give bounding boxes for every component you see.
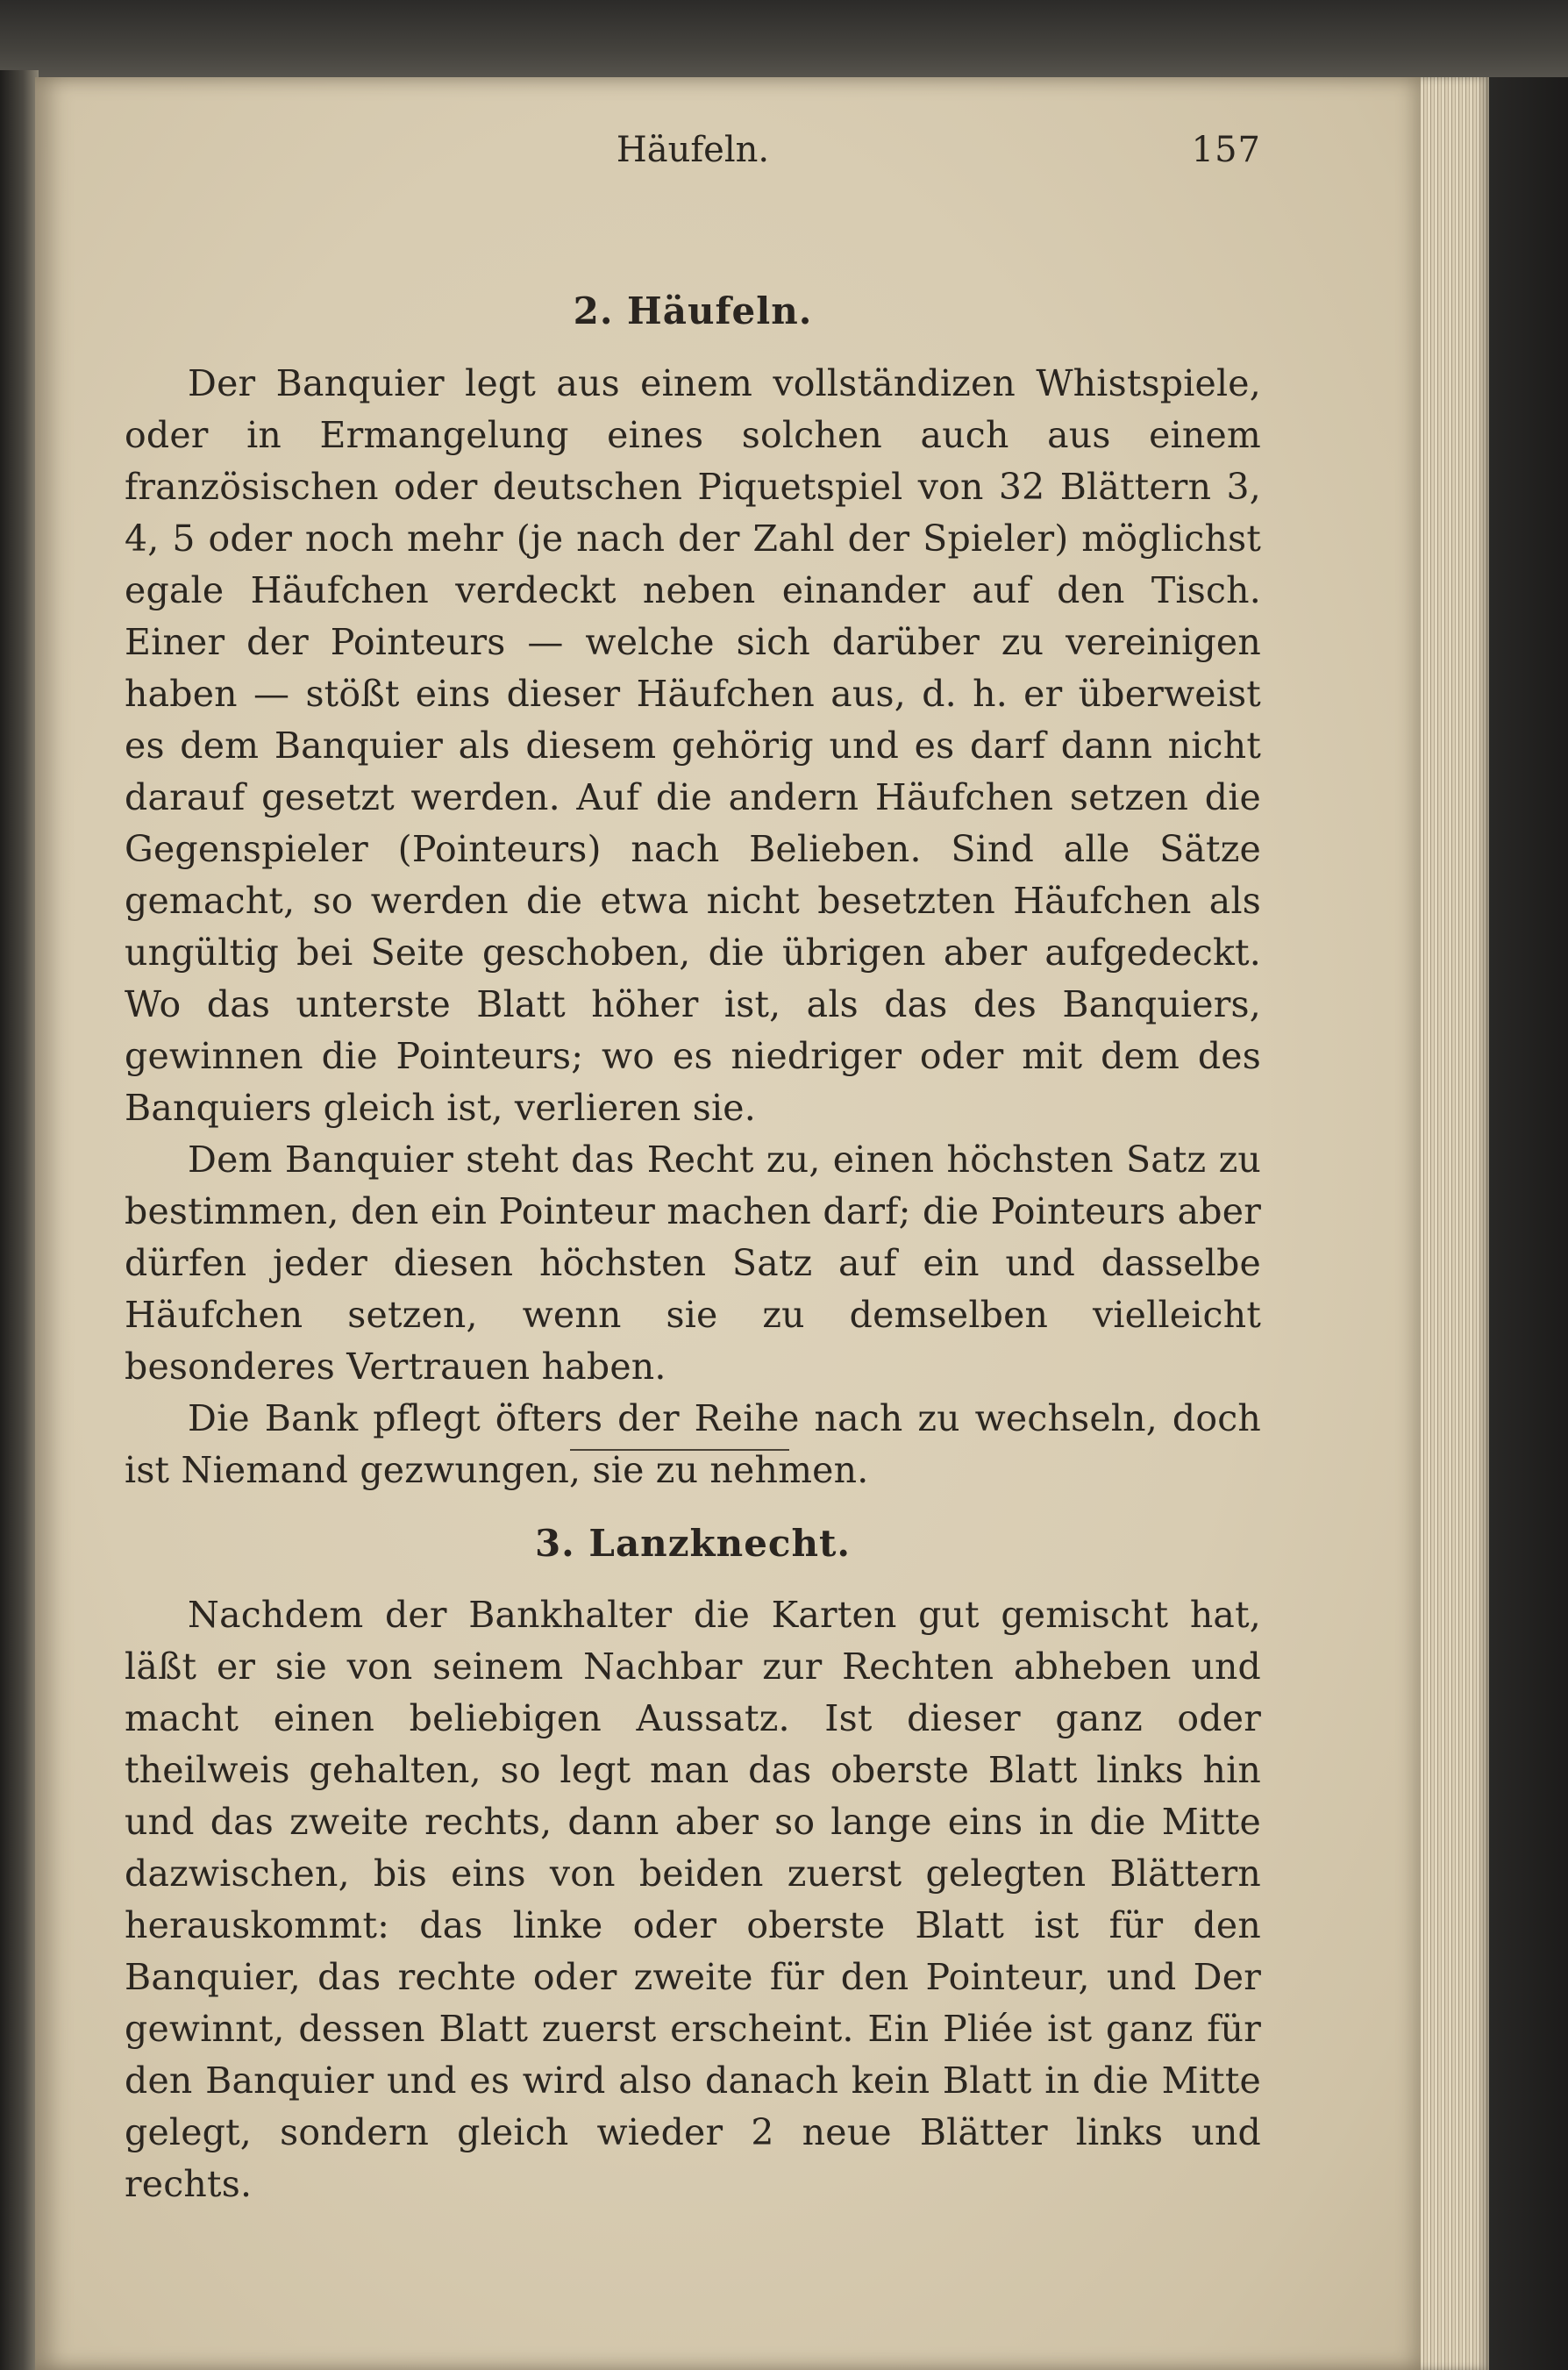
- section-body-lanzknecht: [125, 1589, 1261, 2210]
- page-number: 157: [1191, 130, 1261, 170]
- book-cover-right-edge: [1482, 77, 1568, 2370]
- running-title: Häufeln.: [616, 130, 770, 170]
- paragraph: Der Banquier legt aus einem vollständizen Whistspiele, oder in Ermangelung eines solchen auch aus einem französischen oder deutschen Piquetspiel von 32 Blättern 3, 4, 5 oder noch mehr (je nach der Zahl der Spieler) möglichst egale Häufchen verdeckt neben einander auf den Tisch. Einer der Pointeurs — welche sich darüber zu vereinigen haben — stößt eins dieser Häufchen aus, d. h. er überweist es dem Banquier als diesem gehörig und es darf dann nicht darauf gesetzt werden. Auf die andern Häufchen setzen die Gegenspieler (Pointeurs) nach Belieben. Sind alle Sätze gemacht, so werden die etwa nicht besetzten Häufchen als ungültig bei Seite geschoben, die übrigen aber aufgedeckt. Wo das unterste Blatt höher ist, als das des Banquiers, gewinnen die Pointeurs; wo es niedriger oder mit dem des Banquiers gleich ist, verlieren sie.: [125, 362, 1261, 1129]
- section-body-haeufeln: [125, 358, 1261, 1496]
- book-binding-left-edge: [0, 70, 39, 2370]
- section-heading-haeufeln: 2. Häufeln.: [573, 289, 813, 332]
- section-heading-lanzknecht: 3. Lanzknecht.: [534, 1522, 852, 1565]
- paragraph: Dem Banquier steht das Recht zu, einen höchsten Satz zu bestimmen, den ein Pointeur machen darf; die Pointeurs aber dürfen jeder diesen höchsten Satz auf ein und dasselbe Häufchen setzen, wenn sie zu demselben vielleicht besonderes Vertrauen haben.: [125, 1139, 1261, 1388]
- paragraph: Die Bank pflegt öfters der Reihe nach zu wechseln, doch ist Niemand gezwungen, sie zu nehmen.: [125, 1397, 1261, 1491]
- paragraph: Nachdem der Bankhalter die Karten gut gemischt hat, läßt er sie von seinem Nachbar zur Rechten abheben und macht einen beliebigen Aussatz. Ist dieser ganz oder theilweis gehalten, so legt man das oberste Blatt links hin und das zweite rechts, dann aber so lange eins in die Mitte dazwischen, bis eins von beiden zuerst gelegten Blättern herauskommt: das linke oder oberste Blatt ist für den Banquier, das rechte oder zweite für den Pointeur, und Der gewinnt, dessen Blatt zuerst erscheint. Ein Pliée ist ganz für den Banquier und es wird also danach kein Blatt in die Mitte gelegt, sondern gleich wieder 2 neue Blätter links und rechts.: [125, 1594, 1261, 2205]
- section-divider: [570, 1449, 789, 1451]
- book-cover-top-edge: [0, 0, 1568, 83]
- running-header: [125, 130, 1261, 182]
